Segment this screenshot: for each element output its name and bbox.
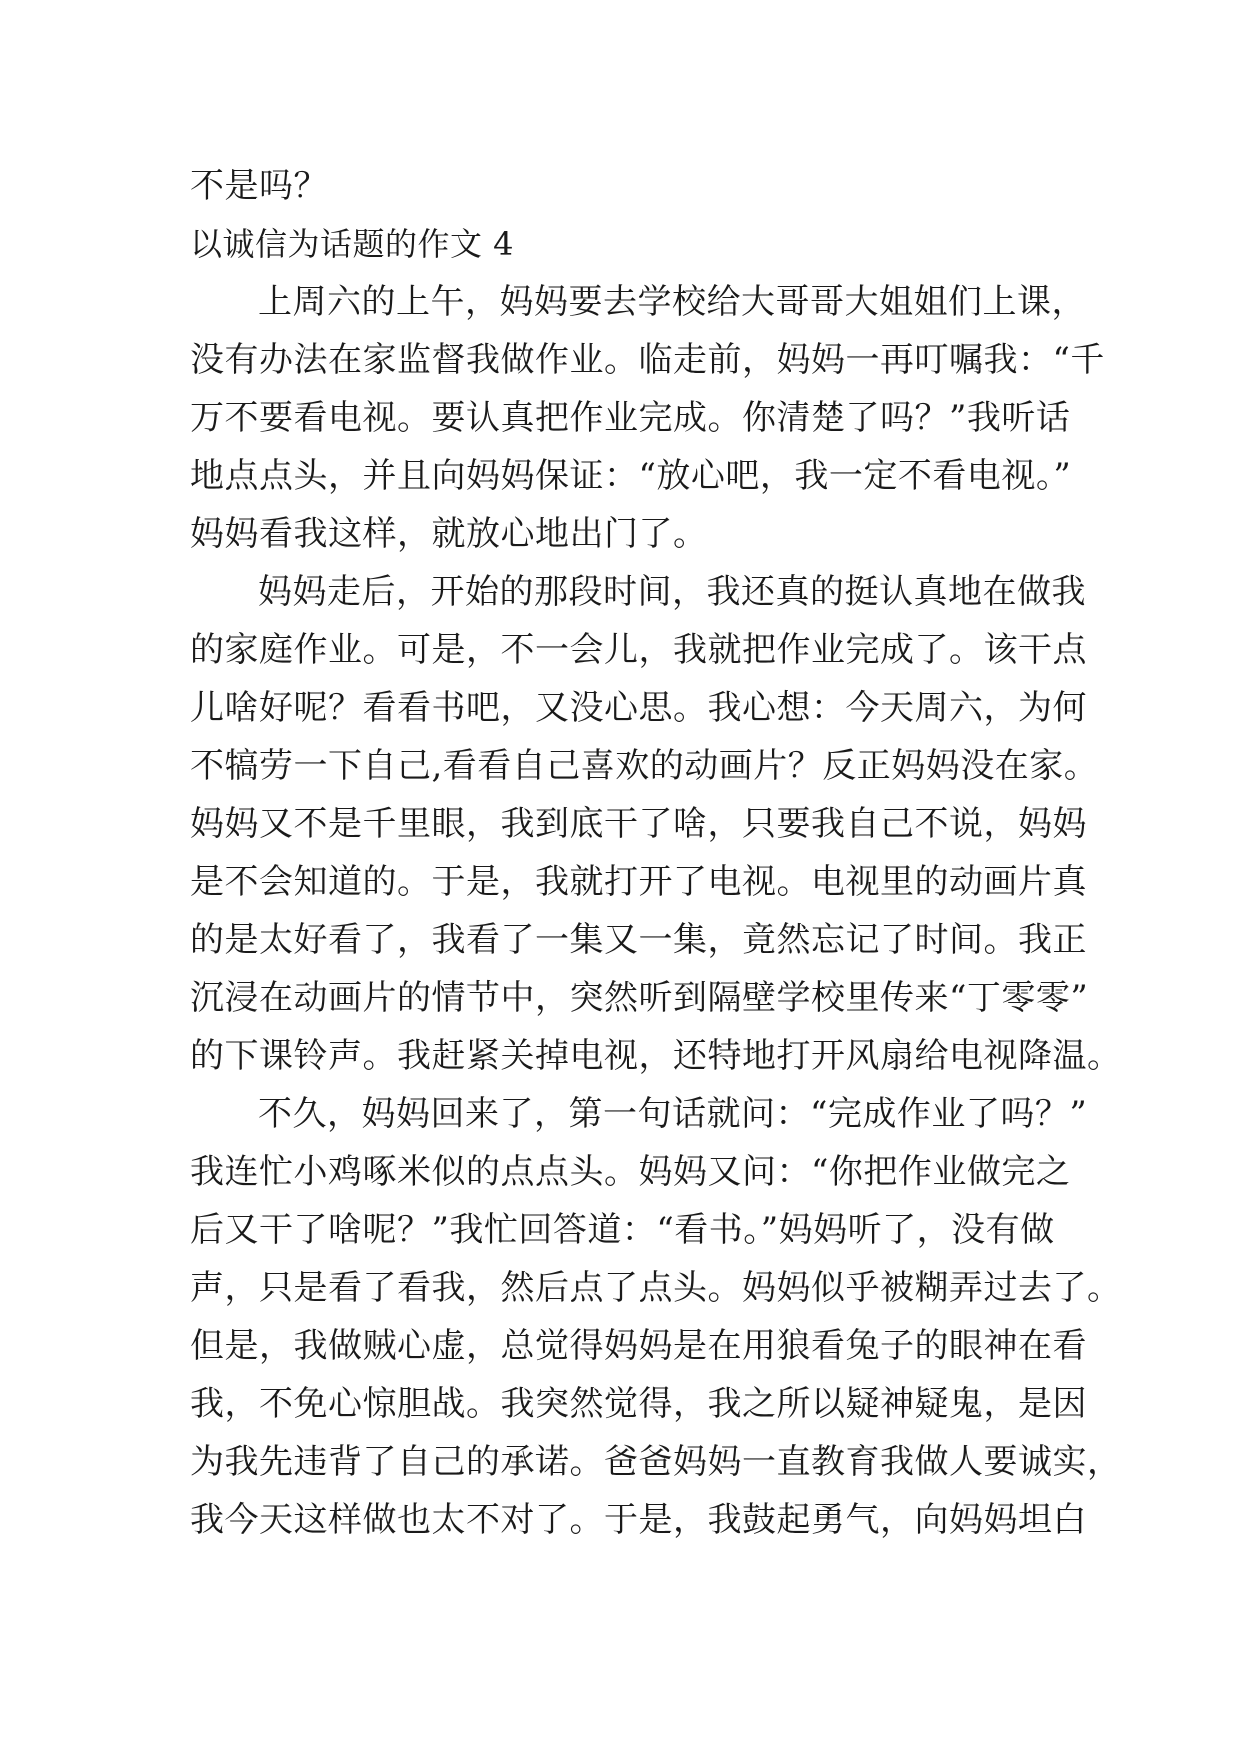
paragraph-line: 我今天这样做也太不对了。于是，我鼓起勇气，向妈妈坦白 (190, 1500, 1087, 1540)
paragraph-line: 妈妈又不是千里眼，我到底干了啥，只要我自己不说，妈妈 (190, 804, 1087, 844)
paragraph-line: 声，只是看了看我，然后点了点头。妈妈似乎被糊弄过去了。 (190, 1268, 1122, 1308)
paragraph-line: 上周六的上午，妈妈要去学校给大哥哥大姐姐们上课， (258, 282, 1086, 322)
paragraph-line: 没有办法在家监督我做作业。临走前，妈妈一再叮嘱我：“千 (190, 340, 1105, 380)
paragraph-line: 是不会知道的。于是，我就打开了电视。电视里的动画片真 (190, 862, 1087, 902)
paragraph-line: 的下课铃声。我赶紧关掉电视，还特地打开风扇给电视降温。 (190, 1036, 1122, 1076)
paragraph-line: 沉浸在动画片的情节中，突然听到隔壁学校里传来“丁零零” (190, 978, 1089, 1018)
paragraph-line: 儿啥好呢？看看书吧，又没心思。我心想：今天周六，为何 (190, 688, 1087, 728)
paragraph-line: 我连忙小鸡啄米似的点点头。妈妈又问：“你把作业做完之 (190, 1152, 1071, 1192)
paragraph-line: 不久，妈妈回来了，第一句话就问：“完成作业了吗？” (258, 1094, 1088, 1134)
paragraph-line: 地点点头，并且向妈妈保证：“放心吧，我一定不看电视。” (190, 456, 1072, 496)
section-heading: 以诚信为话题的作文 4 (190, 225, 515, 263)
paragraph-line: 万不要看电视。要认真把作业完成。你清楚了吗？”我听话 (190, 398, 1071, 438)
paragraph-line: 的是太好看了，我看了一集又一集，竟然忘记了时间。我正 (190, 920, 1087, 960)
paragraph-line: 妈妈走后，开始的那段时间，我还真的挺认真地在做我 (258, 572, 1086, 612)
paragraph-line: 后又干了啥呢？”我忙回答道：“看书。”妈妈听了，没有做 (190, 1210, 1055, 1250)
paragraph-line: 我，不免心惊胆战。我突然觉得，我之所以疑神疑鬼，是因 (190, 1384, 1087, 1424)
text-line: 不是吗？ (190, 166, 328, 206)
paragraph-line: 但是，我做贼心虚，总觉得妈妈是在用狼看兔子的眼神在看 (190, 1326, 1087, 1366)
paragraph-line: 为我先违背了自己的承诺。爸爸妈妈一直教育我做人要诚实， (190, 1442, 1122, 1482)
paragraph-line: 不犒劳一下自己,看看自己喜欢的动画片？反正妈妈没在家。 (190, 746, 1099, 786)
paragraph-line: 的家庭作业。可是，不一会儿，我就把作业完成了。该干点 (190, 630, 1087, 670)
paragraph-line: 妈妈看我这样，就放心地出门了。 (190, 514, 708, 554)
